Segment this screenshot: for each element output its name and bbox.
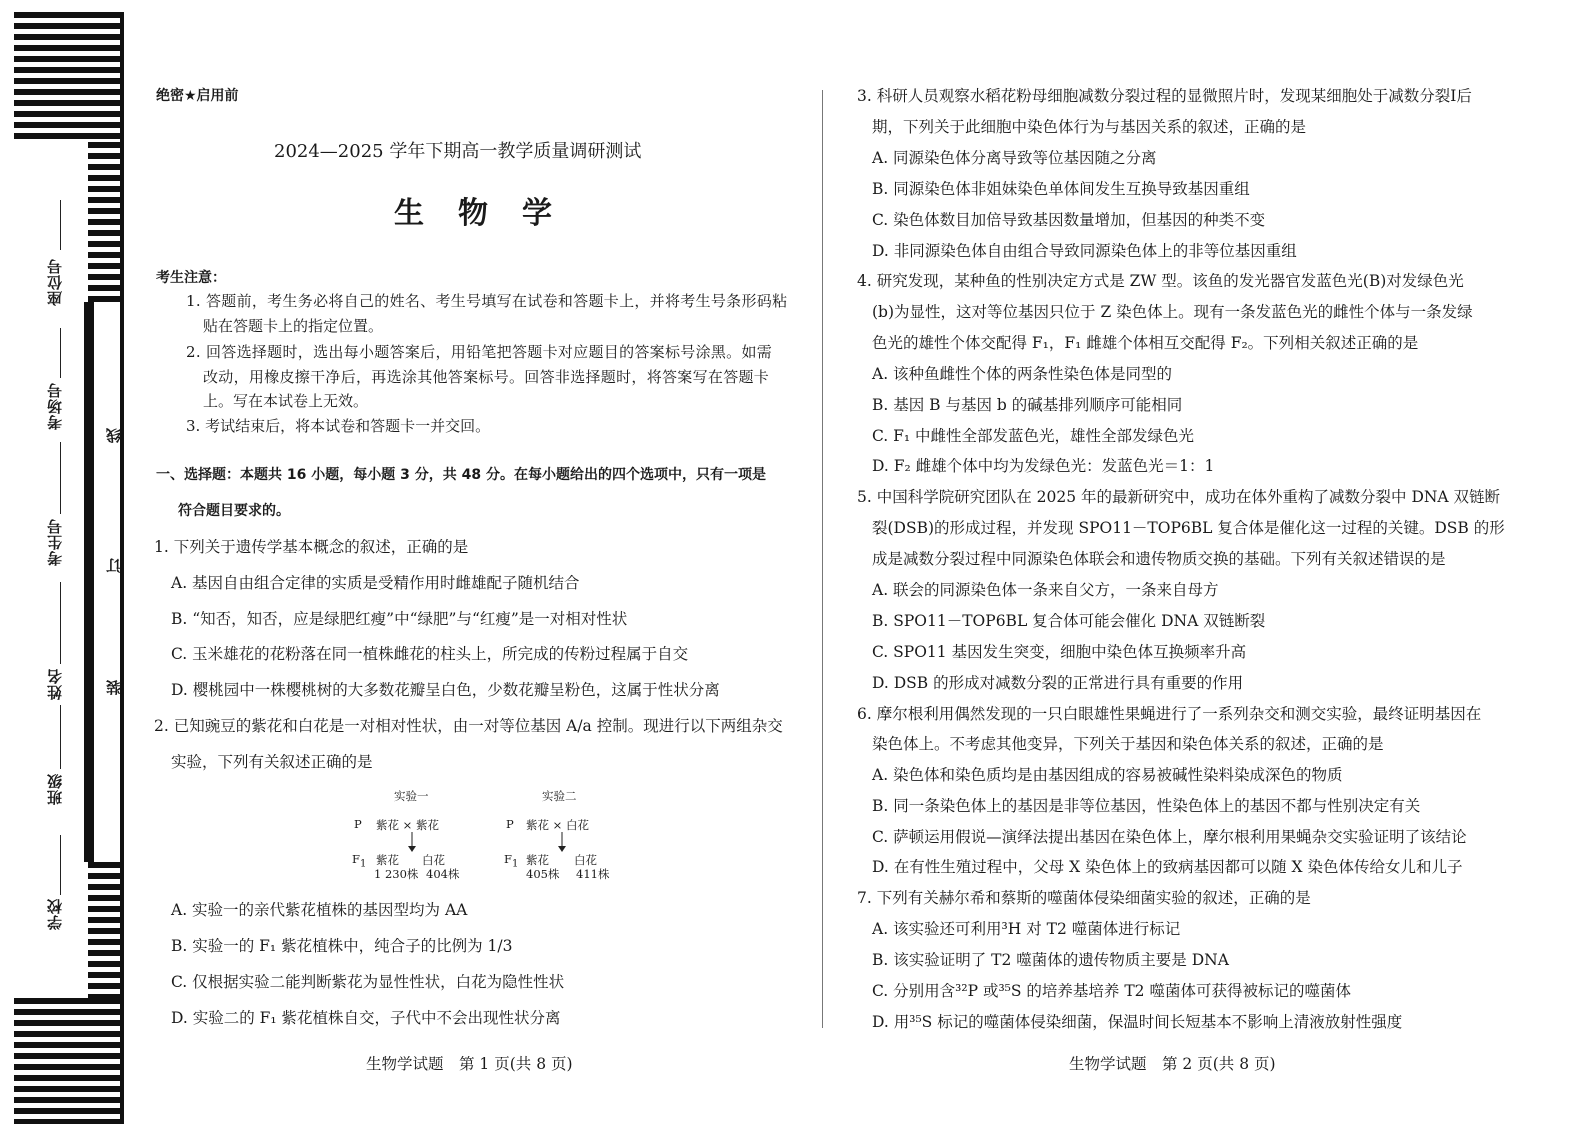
option-a: A. 联会的同源染色体一条来自父方，一条来自母方 xyxy=(872,581,1219,599)
exp2-f1-purple: 紫花 xyxy=(526,853,549,867)
section-heading-cont: 符合题目要求的。 xyxy=(178,503,290,519)
p-label: P xyxy=(506,817,514,831)
section-heading: 一、选择题：本题共 16 小题，每小题 3 分，共 48 分。在每小题给出的四个选项中，只有一项是 xyxy=(156,467,766,483)
question-stem: 4. 研究发现，某种鱼的性别决定方式是 ZW 型。该鱼的发光器官发蓝色光(B)对发绿色光 xyxy=(857,272,1464,290)
question-stem: 2. 已知豌豆的紫花和白花是一对相对性状，由一对等位基因 A/a 控制。现进行以下两组杂交 xyxy=(154,717,783,735)
option-a: A. 基因自由组合定律的实质是受精作用时雌雄配子随机结合 xyxy=(171,574,580,592)
exp1-f1-purple: 紫花 xyxy=(376,853,399,867)
option-c: C. 分别用含³²P 或³⁵S 的培养基培养 T2 噬菌体可获得被标记的噬菌体 xyxy=(872,982,1351,1000)
question-stem-cont: 成是减数分裂过程中同源染色体联会和遗传物质交换的基础。下列有关叙述错误的是 xyxy=(872,550,1446,568)
notice-line: 2. 回答选择题时，选出每小题答案后，用铅笔把答题卡对应题目的答案标号涂黑。如需 xyxy=(186,343,773,361)
notice-line: 1. 答题前，考生务必将自己的姓名、考生号填写在试卷和答题卡上，并将考生号条形码粘 xyxy=(186,292,788,310)
option-b: B. “知否，知否，应是绿肥红瘦”中“绿肥”与“红瘦”是一对相对性状 xyxy=(171,610,628,628)
option-d: D. 实验二的 F₁ 紫花植株自交，子代中不会出现性状分离 xyxy=(171,1009,561,1027)
option-b: B. 基因 B 与基因 b 的碱基排列顺序可能相同 xyxy=(872,396,1183,414)
option-c: C. F₁ 中雌性全部发蓝色光，雄性全部发绿色光 xyxy=(872,427,1195,445)
subject-title: 生 物 学 xyxy=(394,196,554,231)
question-stem: 3. 科研人员观察水稻花粉母细胞减数分裂过程的显微照片时，发现某细胞处于减数分裂Ⅰ后 xyxy=(857,87,1472,105)
field-label-class: 班级 xyxy=(46,773,64,805)
page-footer: 生物学试题 第 1 页(共 8 页) xyxy=(366,1055,573,1073)
option-d: D. DSB 的形成对减数分裂的正常进行具有重要的作用 xyxy=(872,674,1244,692)
question-stem: 5. 中国科学院研究团队在 2025 年的最新研究中，成功在体外重构了减数分裂中 DNA 双链断 xyxy=(857,488,1501,506)
field-line xyxy=(60,200,61,250)
question-stem-cont: 染色体上。不考虑其他变异，下列关于基因和染色体关系的叙述，正确的是 xyxy=(872,735,1384,753)
exp1-f1-purple-count: 1 230株 xyxy=(374,867,419,881)
field-label-examinee-no: 考生号 xyxy=(46,518,64,566)
option-d: D. 用³⁵S 标记的噬菌体侵染细菌，保温时间长短基本不影响上清液放射性强度 xyxy=(872,1013,1403,1031)
option-a: A. 染色体和染色质均是由基因组成的容易被碱性染料染成深色的物质 xyxy=(872,766,1343,784)
option-c: C. 萨顿运用假说—演绎法提出基因在染色体上，摩尔根利用果蝇杂交实验证明了该结论 xyxy=(872,828,1467,846)
secret-mark: 绝密★启用前 xyxy=(156,88,239,104)
cross-diagram xyxy=(346,782,616,882)
field-line xyxy=(60,835,61,895)
f1-label: $F_1$ xyxy=(352,852,367,870)
option-c: C. 仅根据实验二能判断紫花为显性性状，白花为隐性性状 xyxy=(171,973,565,991)
exp2-f1-white: 白花 xyxy=(574,853,597,867)
option-b: B. 同源染色体非姐妹染色单体间发生互换导致基因重组 xyxy=(872,180,1250,198)
field-line xyxy=(60,442,61,514)
question-stem: 6. 摩尔根利用偶然发现的一只白眼雄性果蝇进行了一系列杂交和测交实验，最终证明基因在 xyxy=(857,705,1482,723)
option-b: B. 实验一的 F₁ 紫花植株中，纯合子的比例为 1/3 xyxy=(171,937,513,955)
bind-char-bind: 装 xyxy=(105,680,123,695)
exp2-f1-white-count: 411株 xyxy=(576,867,610,881)
field-line xyxy=(60,328,61,378)
p-label: P xyxy=(354,817,362,831)
question-stem: 7. 下列有关赫尔希和蔡斯的噬菌体侵染细菌实验的叙述，正确的是 xyxy=(857,889,1311,907)
option-c: C. SPO11 基因发生突变，细胞中染色体互换频率升高 xyxy=(872,643,1247,661)
notice-line: 贴在答题卡上的指定位置。 xyxy=(203,317,384,335)
field-line xyxy=(60,582,61,664)
exp2-f1-purple-count: 405株 xyxy=(526,867,560,881)
column-divider xyxy=(822,90,823,1028)
option-a: A. 实验一的亲代紫花植株的基因型均为 AA xyxy=(171,901,468,919)
notice-line: 3. 考试结束后，将本试卷和答题卡一并交回。 xyxy=(186,417,491,435)
question-stem-cont: 色光的雄性个体交配得 F₁，F₁ 雌雄个体相互交配得 F₂。下列相关叙述正确的是 xyxy=(872,334,1419,352)
option-d: D. F₂ 雌雄个体中均为发绿色光：发蓝色光＝1：1 xyxy=(872,457,1215,475)
f1-label: $F_1$ xyxy=(504,852,519,870)
bind-char-staple: 订 xyxy=(105,558,123,573)
option-d: D. 在有性生殖过程中，父母 X 染色体上的致病基因都可以随 X 染色体传给女儿和儿子 xyxy=(872,858,1463,876)
option-d: D. 樱桃园中一株樱桃树的大多数花瓣呈白色，少数花瓣呈粉色，这属于性状分离 xyxy=(171,681,720,699)
exp2-title: 实验二 xyxy=(542,789,577,803)
option-b: B. 同一条染色体上的基因是非等位基因，性染色体上的基因不都与性别决定有关 xyxy=(872,797,1421,815)
bind-char-line: 线 xyxy=(105,428,123,443)
option-c: C. 玉米雄花的花粉落在同一植株雌花的柱头上，所完成的传粉过程属于自交 xyxy=(171,645,689,663)
question-stem-cont: 实验，下列有关叙述正确的是 xyxy=(171,753,373,771)
option-b: B. 该实验证明了 T2 噬菌体的遗传物质主要是 DNA xyxy=(872,951,1229,969)
field-label-seat: 座位号 xyxy=(46,258,64,306)
exp1-parents: 紫花 × 紫花 xyxy=(376,818,439,832)
exam-title: 2024—2025 学年下期高一教学质量调研测试 xyxy=(274,141,642,162)
option-a: A. 同源染色体分离导致等位基因随之分离 xyxy=(872,149,1157,167)
question-stem-cont: 裂(DSB)的形成过程，并发现 SPO11－TOP6BL 复合体是催化这一过程的关键。DSB 的形 xyxy=(872,519,1505,537)
binding-fields xyxy=(0,0,140,1138)
field-label-school: 学校 xyxy=(46,898,64,930)
option-b: B. SPO11－TOP6BL 复合体可能会催化 DNA 双链断裂 xyxy=(872,612,1266,630)
question-stem-cont: (b)为显性，这对等位基因只位于 Z 染色体上。现有一条发蓝色光的雌性个体与一条发绿 xyxy=(872,303,1473,321)
page-footer: 生物学试题 第 2 页(共 8 页) xyxy=(1069,1055,1276,1073)
exp1-f1-white-count: 404株 xyxy=(426,867,460,881)
option-c: C. 染色体数目加倍导致基因数量增加，但基因的种类不变 xyxy=(872,211,1266,229)
question-stem-cont: 期，下列关于此细胞中染色体行为与基因关系的叙述，正确的是 xyxy=(872,118,1307,136)
field-line xyxy=(60,705,61,769)
option-d: D. 非同源染色体自由组合导致同源染色体上的非等位基因重组 xyxy=(872,242,1297,260)
question-stem: 1. 下列关于遗传学基本概念的叙述，正确的是 xyxy=(154,538,469,556)
option-a: A. 该实验还可利用³H 对 T2 噬菌体进行标记 xyxy=(872,920,1181,938)
exp2-parents: 紫花 × 白花 xyxy=(526,818,589,832)
notice-title: 考生注意： xyxy=(156,270,226,286)
field-label-name: 姓名 xyxy=(46,668,64,700)
exp1-title: 实验一 xyxy=(394,789,429,803)
notice-line: 上。写在本试卷上无效。 xyxy=(203,392,369,410)
notice-line: 改动，用橡皮擦干净后，再选涂其他答案标号。回答非选择题时，将答案写在答题卡 xyxy=(203,368,770,386)
option-a: A. 该种鱼雌性个体的两条性染色体是同型的 xyxy=(872,365,1173,383)
exp1-f1-white: 白花 xyxy=(422,853,445,867)
field-label-room: 考场号 xyxy=(46,382,64,430)
